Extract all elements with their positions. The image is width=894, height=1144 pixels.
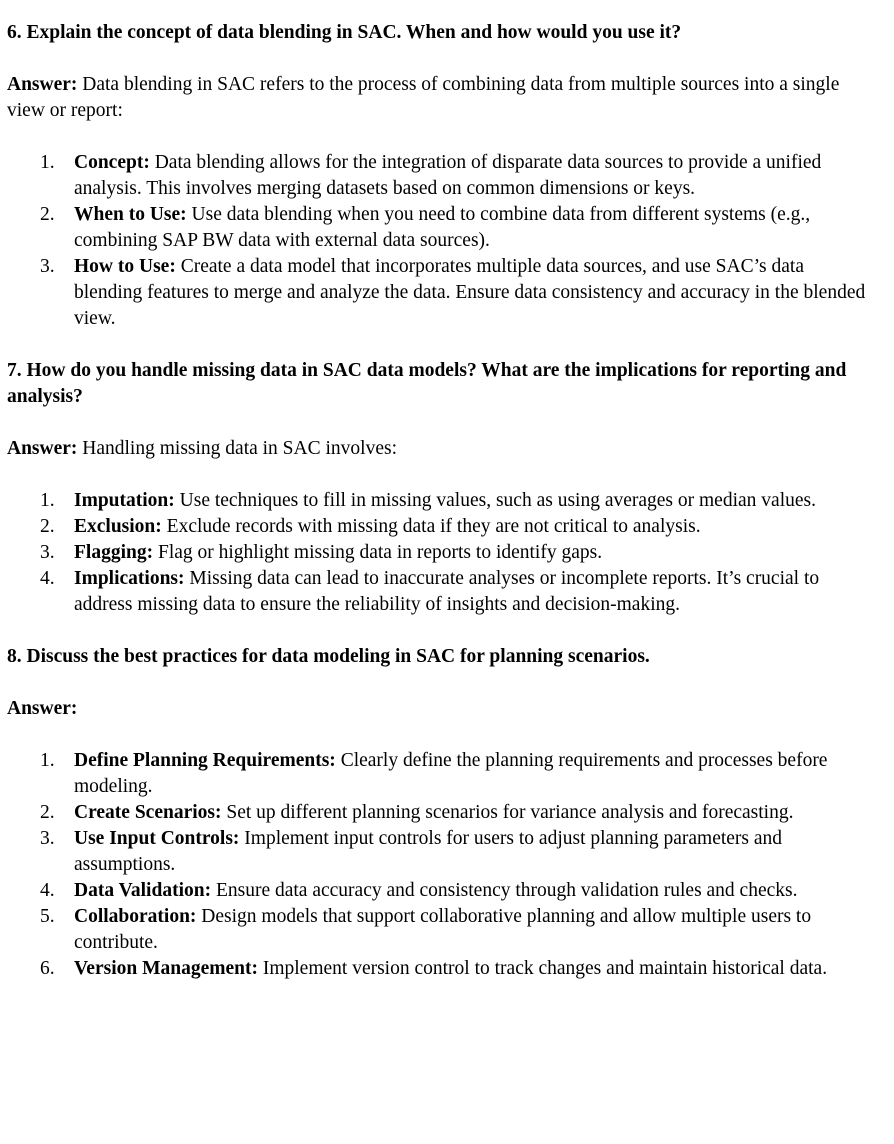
document xyxy=(7,20,867,982)
question-heading: 7. How do you handle missing data in SAC data models? What are the implications for reporting and analysis? xyxy=(7,360,847,407)
list-item xyxy=(7,540,867,566)
list-text: Create a data model that incorporates multiple data sources, and use SAC’s data blending features to merge and analyze the data. Ensure data consistency and accuracy in the blended view. xyxy=(74,256,866,329)
list-text: Set up different planning scenarios for variance analysis and forecasting. xyxy=(221,802,794,823)
list-text: Use data blending when you need to combine data from different systems (e.g., combining SAP BW data with external data sources). xyxy=(74,204,811,251)
list-number: 3. xyxy=(40,542,55,563)
question-6 xyxy=(7,20,867,358)
list-item xyxy=(7,956,867,982)
list-number: 4. xyxy=(40,880,55,901)
list-number: 2. xyxy=(40,204,55,225)
question-7 xyxy=(7,358,867,644)
list-text: Design models that support collaborative planning and allow multiple users to contribute. xyxy=(74,906,812,953)
list-number: 1. xyxy=(40,152,55,173)
answer-text: Data blending in SAC refers to the process of combining data from multiple sources into a single view or report: xyxy=(7,74,840,121)
answer-list xyxy=(7,748,867,982)
list-number: 5. xyxy=(40,906,55,927)
list-number: 2. xyxy=(40,802,55,823)
list-number: 3. xyxy=(40,256,55,277)
list-text: Data blending allows for the integration of disparate data sources to provide a unified analysis. This involves merging datasets based on common dimensions or keys. xyxy=(74,152,822,199)
list-number: 3. xyxy=(40,828,55,849)
answer-list xyxy=(7,488,867,618)
list-item xyxy=(7,800,867,826)
list-term: Define Planning Requirements: xyxy=(74,750,336,771)
list-item xyxy=(7,878,867,904)
list-number: 1. xyxy=(40,490,55,511)
list-term: Flagging: xyxy=(74,542,154,563)
list-term: Imputation: xyxy=(74,490,175,511)
list-term: Exclusion: xyxy=(74,516,162,537)
list-term: When to Use: xyxy=(74,204,187,225)
list-item xyxy=(7,566,867,618)
list-item xyxy=(7,904,867,956)
list-item xyxy=(7,202,867,254)
list-item xyxy=(7,748,867,800)
list-term: Concept: xyxy=(74,152,150,173)
list-text: Missing data can lead to inaccurate analyses or incomplete reports. It’s crucial to address missing data to ensure the reliability of insights and decision-making. xyxy=(74,568,820,615)
answer-label: Answer: xyxy=(7,698,78,719)
answer-text: Handling missing data in SAC involves: xyxy=(77,438,397,459)
list-term: Version Management: xyxy=(74,958,258,979)
list-term: Data Validation: xyxy=(74,880,212,901)
list-item xyxy=(7,514,867,540)
list-term: Collaboration: xyxy=(74,906,197,927)
list-term: Create Scenarios: xyxy=(74,802,222,823)
answer-list xyxy=(7,150,867,332)
list-number: 6. xyxy=(40,958,55,979)
question-heading: 6. Explain the concept of data blending in SAC. When and how would you use it? xyxy=(7,22,682,43)
list-text: Implement version control to track changes and maintain historical data. xyxy=(257,958,828,979)
answer-label: Answer: xyxy=(7,438,78,459)
answer-label: Answer: xyxy=(7,74,78,95)
question-8 xyxy=(7,644,867,982)
list-text: Clearly define the planning requirements and processes before modeling. xyxy=(74,750,828,797)
question-heading: 8. Discuss the best practices for data modeling in SAC for planning scenarios. xyxy=(7,646,650,667)
list-text: Flag or highlight missing data in reports to identify gaps. xyxy=(153,542,603,563)
list-text: Exclude records with missing data if they are not critical to analysis. xyxy=(161,516,701,537)
list-item xyxy=(7,150,867,202)
list-item xyxy=(7,826,867,878)
list-text: Use techniques to fill in missing values, such as using averages or median values. xyxy=(174,490,816,511)
list-number: 4. xyxy=(40,568,55,589)
list-item xyxy=(7,254,867,332)
list-number: 2. xyxy=(40,516,55,537)
list-number: 1. xyxy=(40,750,55,771)
list-text: Ensure data accuracy and consistency through validation rules and checks. xyxy=(211,880,798,901)
list-term: Implications: xyxy=(74,568,185,589)
list-text: Implement input controls for users to adjust planning parameters and assumptions. xyxy=(74,828,783,875)
list-term: How to Use: xyxy=(74,256,176,277)
list-item xyxy=(7,488,867,514)
answer-paragraph xyxy=(7,696,867,722)
answer-paragraph xyxy=(7,436,867,462)
list-term: Use Input Controls: xyxy=(74,828,240,849)
answer-paragraph xyxy=(7,72,867,124)
